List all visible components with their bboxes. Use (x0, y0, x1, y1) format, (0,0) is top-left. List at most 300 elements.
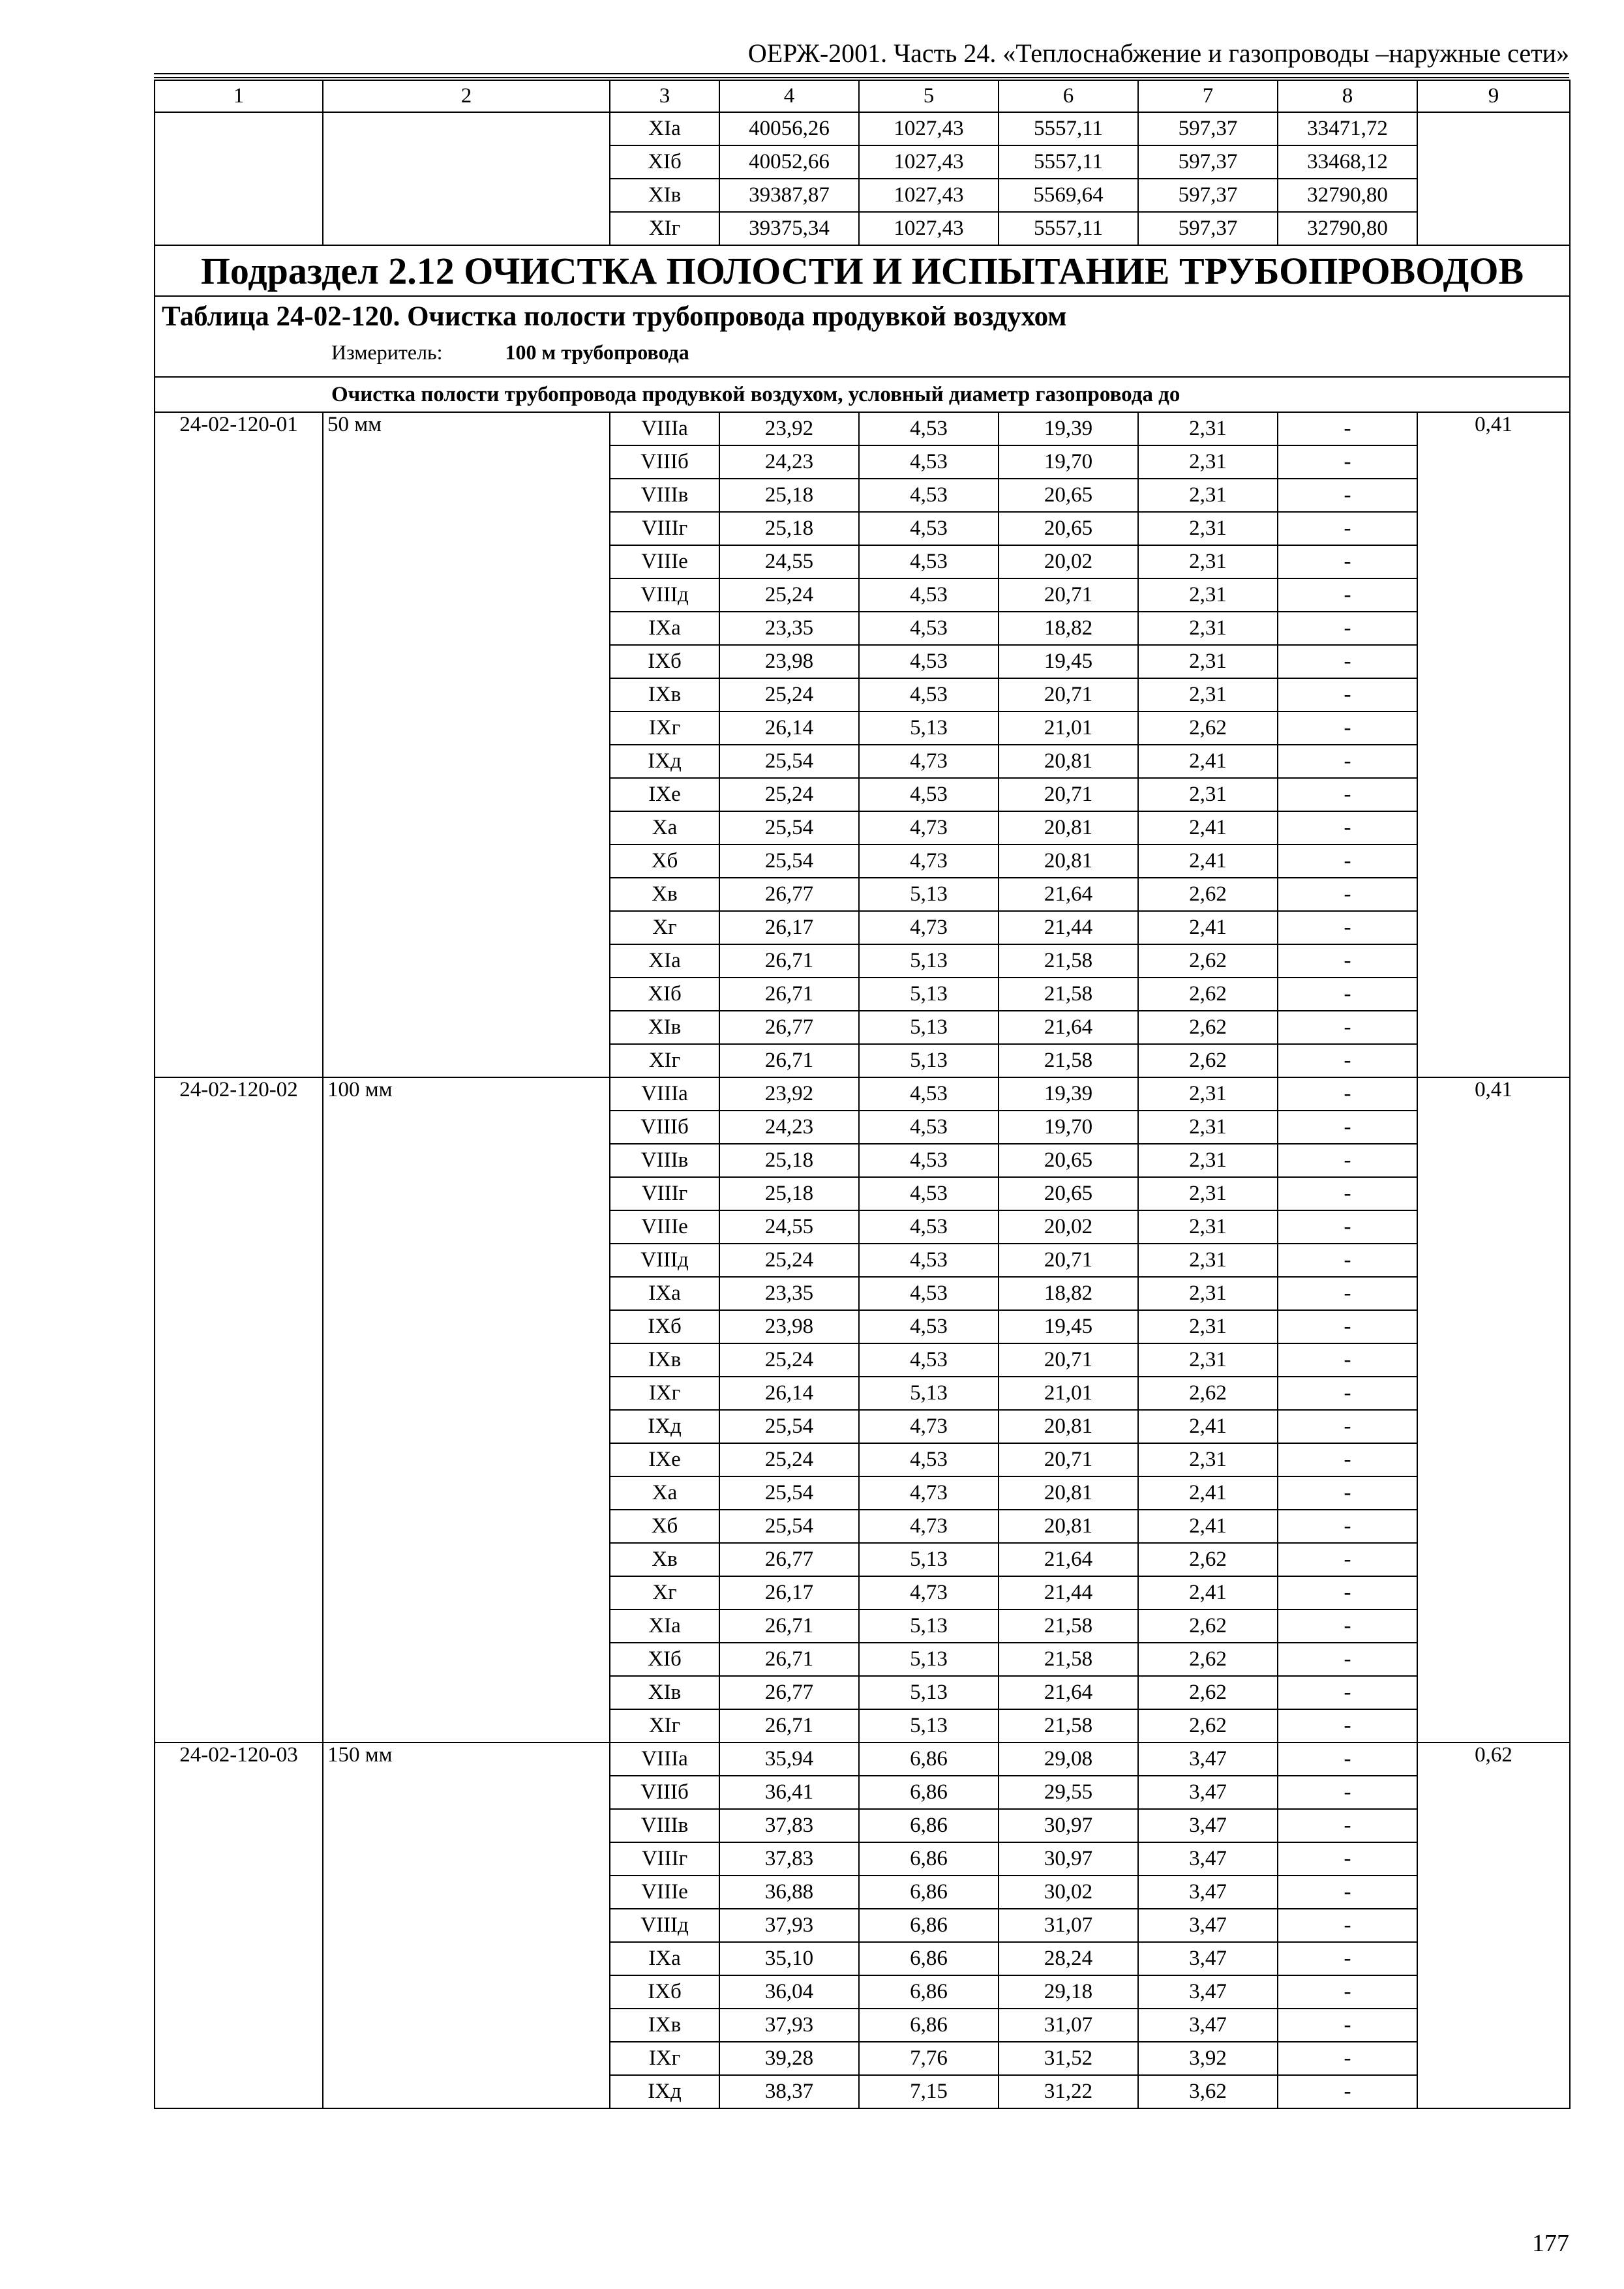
column-number: 3 (610, 80, 719, 112)
value-cell: - (1278, 1776, 1417, 1809)
value-cell: 26,17 (719, 1576, 859, 1609)
value-cell: 35,10 (719, 1942, 859, 1975)
value-cell: 5,13 (859, 1377, 999, 1410)
zone-cell: Xв (610, 878, 719, 911)
zone-cell: VIIIе (610, 1210, 719, 1244)
value-cell: 20,81 (999, 745, 1138, 778)
value-cell: - (1278, 1576, 1417, 1609)
value-cell: 2,41 (1138, 1410, 1278, 1443)
value-cell: 25,54 (719, 811, 859, 845)
value-cell: 5,13 (859, 878, 999, 911)
rate-code: 24-02-120-02 (155, 1077, 323, 1743)
value-cell: 25,18 (719, 479, 859, 512)
value-cell: - (1278, 1210, 1417, 1244)
value-cell: 5,13 (859, 711, 999, 745)
value-cell: 2,62 (1138, 1377, 1278, 1410)
value-cell: 4,73 (859, 811, 999, 845)
col9-value: 0,62 (1417, 1743, 1570, 2108)
zone-cell: XIа (610, 944, 719, 978)
value-cell: 35,94 (719, 1743, 859, 1776)
zone-cell: VIIIд (610, 1244, 719, 1277)
table-row (155, 112, 1570, 145)
value-cell: 21,64 (999, 1543, 1138, 1576)
value-cell: 2,31 (1138, 1443, 1278, 1476)
value-cell: 2,31 (1138, 479, 1278, 512)
value-cell: - (1278, 479, 1417, 512)
zone-cell: IXб (610, 1975, 719, 2009)
value-cell: - (1278, 778, 1417, 811)
value-cell: - (1278, 1942, 1417, 1975)
value-cell: 24,55 (719, 1210, 859, 1244)
value-cell: 26,17 (719, 911, 859, 944)
value-cell: 29,08 (999, 1743, 1138, 1776)
value-cell: - (1278, 1543, 1417, 1576)
value-cell: 4,53 (859, 1144, 999, 1177)
value-cell: 6,86 (859, 1842, 999, 1876)
header-rule-bottom (154, 77, 1569, 78)
value-cell: 1027,43 (859, 112, 999, 145)
value-cell: 21,64 (999, 1676, 1138, 1709)
value-cell: 2,31 (1138, 778, 1278, 811)
value-cell: - (1278, 1177, 1417, 1210)
value-cell: 33468,12 (1278, 145, 1417, 179)
value-cell: 4,53 (859, 512, 999, 545)
page-number: 177 (1532, 2230, 1569, 2257)
value-cell: 21,01 (999, 711, 1138, 745)
value-cell: 5557,11 (999, 112, 1138, 145)
zone-cell: IXд (610, 745, 719, 778)
value-cell: 2,62 (1138, 711, 1278, 745)
value-cell: 1027,43 (859, 212, 999, 245)
value-cell: 2,41 (1138, 1510, 1278, 1543)
value-cell: 4,53 (859, 445, 999, 479)
value-cell: 25,54 (719, 845, 859, 878)
value-cell: 21,58 (999, 1044, 1138, 1077)
value-cell: 21,58 (999, 1609, 1138, 1643)
zone-cell: Xб (610, 1510, 719, 1543)
zone-cell: IXе (610, 778, 719, 811)
value-cell: 4,73 (859, 745, 999, 778)
value-cell: 19,39 (999, 412, 1138, 445)
value-cell: 4,73 (859, 911, 999, 944)
value-cell: 3,47 (1138, 1743, 1278, 1776)
value-cell: 2,41 (1138, 845, 1278, 878)
value-cell: 36,04 (719, 1975, 859, 2009)
value-cell: 26,14 (719, 1377, 859, 1410)
value-cell: - (1278, 2009, 1417, 2042)
value-cell: 20,65 (999, 1177, 1138, 1210)
value-cell: 6,86 (859, 1743, 999, 1776)
value-cell: - (1278, 412, 1417, 445)
column-number-row (155, 80, 1570, 112)
value-cell: 3,62 (1138, 2075, 1278, 2108)
zone-cell: XIг (610, 1044, 719, 1077)
column-number: 6 (999, 80, 1138, 112)
value-cell: 4,53 (859, 1277, 999, 1310)
value-cell: 38,37 (719, 2075, 859, 2108)
value-cell: - (1278, 678, 1417, 711)
zone-cell: IXд (610, 2075, 719, 2108)
zone-cell: IXе (610, 1443, 719, 1476)
value-cell: - (1278, 1743, 1417, 1776)
value-cell: - (1278, 1975, 1417, 2009)
value-cell: 2,62 (1138, 1676, 1278, 1709)
zone-cell: IXв (610, 2009, 719, 2042)
value-cell: 2,31 (1138, 412, 1278, 445)
value-cell: 20,02 (999, 545, 1138, 578)
value-cell: 23,92 (719, 412, 859, 445)
col9-cell-empty (1417, 112, 1570, 245)
value-cell: 26,71 (719, 1709, 859, 1743)
value-cell: 597,37 (1138, 212, 1278, 245)
value-cell: - (1278, 1377, 1417, 1410)
zone-cell: XIг (610, 1709, 719, 1743)
value-cell: 3,47 (1138, 1975, 1278, 2009)
value-cell: 21,64 (999, 878, 1138, 911)
subsection-title: Подраздел 2.12 ОЧИСТКА ПОЛОСТИ И ИСПЫТАНИЕ ТРУБОПРОВОДОВ (155, 245, 1570, 296)
value-cell: - (1278, 1310, 1417, 1343)
value-cell: 18,82 (999, 612, 1138, 645)
value-cell: 2,62 (1138, 1609, 1278, 1643)
zone-cell: VIIIг (610, 512, 719, 545)
value-cell: 2,31 (1138, 645, 1278, 678)
zone-cell: XIб (610, 1643, 719, 1676)
value-cell: 19,39 (999, 1077, 1138, 1111)
value-cell: 3,47 (1138, 2009, 1278, 2042)
value-cell: 2,62 (1138, 978, 1278, 1011)
value-cell: 4,53 (859, 1177, 999, 1210)
value-cell: - (1278, 445, 1417, 479)
zone-cell: Xг (610, 1576, 719, 1609)
value-cell: 5,13 (859, 1011, 999, 1044)
value-cell: 6,86 (859, 1876, 999, 1909)
value-cell: XIв (610, 179, 719, 212)
value-cell: 6,86 (859, 1809, 999, 1842)
diameter: 100 мм (323, 1077, 610, 1743)
value-cell: 26,77 (719, 1543, 859, 1576)
value-cell: 597,37 (1138, 179, 1278, 212)
value-cell: 2,31 (1138, 1144, 1278, 1177)
value-cell: - (1278, 1709, 1417, 1743)
value-cell: - (1278, 1909, 1417, 1942)
value-cell: 37,83 (719, 1809, 859, 1842)
value-cell: 2,31 (1138, 445, 1278, 479)
value-cell: 4,53 (859, 578, 999, 612)
code-cell-empty (155, 112, 323, 245)
value-cell: 29,18 (999, 1975, 1138, 2009)
value-cell: 597,37 (1138, 145, 1278, 179)
value-cell: 23,35 (719, 612, 859, 645)
rates-table (154, 80, 1571, 2109)
zone-cell: IXд (610, 1410, 719, 1443)
value-cell: 19,45 (999, 645, 1138, 678)
value-cell: 21,58 (999, 1643, 1138, 1676)
value-cell: 5,13 (859, 978, 999, 1011)
value-cell: 2,31 (1138, 1310, 1278, 1343)
value-cell: 37,93 (719, 1909, 859, 1942)
value-cell: - (1278, 911, 1417, 944)
value-cell: 18,82 (999, 1277, 1138, 1310)
table-row (155, 1077, 1570, 1111)
value-cell: 6,86 (859, 1776, 999, 1809)
zone-cell: IXв (610, 1343, 719, 1377)
value-cell: 3,47 (1138, 1876, 1278, 1909)
value-cell: 4,53 (859, 612, 999, 645)
value-cell: 2,62 (1138, 1709, 1278, 1743)
value-cell: 20,81 (999, 811, 1138, 845)
value-cell: 5,13 (859, 1676, 999, 1709)
value-cell: 26,71 (719, 1643, 859, 1676)
value-cell: 3,47 (1138, 1809, 1278, 1842)
zone-cell: Xг (610, 911, 719, 944)
value-cell: 36,88 (719, 1876, 859, 1909)
value-cell: 23,98 (719, 1310, 859, 1343)
value-cell: 6,86 (859, 1975, 999, 2009)
col9-value: 0,41 (1417, 1077, 1570, 1743)
table-row (155, 1743, 1570, 1776)
value-cell: 20,81 (999, 1476, 1138, 1510)
value-cell: 21,44 (999, 911, 1138, 944)
value-cell: 25,54 (719, 1476, 859, 1510)
value-cell: - (1278, 578, 1417, 612)
value-cell: - (1278, 1476, 1417, 1510)
column-number: 2 (323, 80, 610, 112)
zone-cell: IXв (610, 678, 719, 711)
value-cell: 20,65 (999, 1144, 1138, 1177)
value-cell: 3,92 (1138, 2042, 1278, 2075)
value-cell: 25,54 (719, 1510, 859, 1543)
value-cell: 21,58 (999, 978, 1138, 1011)
value-cell: 31,07 (999, 1909, 1138, 1942)
value-cell: - (1278, 1443, 1417, 1476)
value-cell: 24,23 (719, 1111, 859, 1144)
zone-cell: Xб (610, 845, 719, 878)
value-cell: 2,62 (1138, 1643, 1278, 1676)
value-cell: 4,53 (859, 545, 999, 578)
value-cell: 32790,80 (1278, 179, 1417, 212)
zone-cell: IXг (610, 711, 719, 745)
value-cell: - (1278, 1410, 1417, 1443)
value-cell: 25,24 (719, 1443, 859, 1476)
value-cell: 1027,43 (859, 145, 999, 179)
value-cell: 2,31 (1138, 1244, 1278, 1277)
unit-value: 100 м трубопровода (505, 340, 689, 364)
value-cell: 31,22 (999, 2075, 1138, 2108)
value-cell: - (1278, 1144, 1417, 1177)
value-cell: 20,65 (999, 479, 1138, 512)
value-cell: - (1278, 944, 1417, 978)
value-cell: - (1278, 1643, 1417, 1676)
column-number: 4 (719, 80, 859, 112)
value-cell: 25,24 (719, 1343, 859, 1377)
value-cell: 20,02 (999, 1210, 1138, 1244)
value-cell: 20,81 (999, 845, 1138, 878)
value-cell: XIг (610, 212, 719, 245)
value-cell: 2,31 (1138, 678, 1278, 711)
value-cell: 2,31 (1138, 1277, 1278, 1310)
zone-cell: XIв (610, 1676, 719, 1709)
value-cell: 4,53 (859, 678, 999, 711)
value-cell: 2,41 (1138, 745, 1278, 778)
value-cell: 7,15 (859, 2075, 999, 2108)
value-cell: 25,24 (719, 1244, 859, 1277)
value-cell: - (1278, 811, 1417, 845)
value-cell: 36,41 (719, 1776, 859, 1809)
value-cell: 4,73 (859, 1576, 999, 1609)
value-cell: - (1278, 512, 1417, 545)
value-cell: 5,13 (859, 1044, 999, 1077)
col9-value: 0,41 (1417, 412, 1570, 1077)
value-cell: 21,44 (999, 1576, 1138, 1609)
value-cell: 4,53 (859, 1077, 999, 1111)
value-cell: - (1278, 1011, 1417, 1044)
value-cell: 37,83 (719, 1842, 859, 1876)
value-cell: - (1278, 612, 1417, 645)
value-cell: 21,58 (999, 944, 1138, 978)
value-cell: 2,31 (1138, 1177, 1278, 1210)
value-cell: 2,31 (1138, 612, 1278, 645)
value-cell: 24,55 (719, 545, 859, 578)
value-cell: 4,53 (859, 1111, 999, 1144)
diameter: 50 мм (323, 412, 610, 1077)
value-cell: 23,98 (719, 645, 859, 678)
value-cell: 5,13 (859, 1643, 999, 1676)
column-number: 1 (155, 80, 323, 112)
value-cell: 2,31 (1138, 1343, 1278, 1377)
value-cell: 4,53 (859, 479, 999, 512)
value-cell: 3,47 (1138, 1842, 1278, 1876)
value-cell: 4,53 (859, 1244, 999, 1277)
value-cell: 26,71 (719, 978, 859, 1011)
zone-cell: VIIIа (610, 1743, 719, 1776)
zone-cell: Xв (610, 1543, 719, 1576)
value-cell: - (1278, 1077, 1417, 1111)
value-cell: 4,73 (859, 845, 999, 878)
value-cell: - (1278, 1510, 1417, 1543)
zone-cell: VIIIг (610, 1177, 719, 1210)
value-cell: 3,47 (1138, 1942, 1278, 1975)
operation-title: Очистка полости трубопровода продувкой воздухом, условный диаметр газопровода до (155, 377, 1570, 412)
value-cell: 19,70 (999, 1111, 1138, 1144)
value-cell: 5,13 (859, 1709, 999, 1743)
value-cell: 2,41 (1138, 911, 1278, 944)
value-cell: 30,02 (999, 1876, 1138, 1909)
zone-cell: IXб (610, 645, 719, 678)
value-cell: 2,41 (1138, 1476, 1278, 1510)
value-cell: 40052,66 (719, 145, 859, 179)
zone-cell: VIIIв (610, 1144, 719, 1177)
value-cell: 28,24 (999, 1942, 1138, 1975)
name-cell-empty (323, 112, 610, 245)
value-cell: 20,71 (999, 578, 1138, 612)
value-cell: 5557,11 (999, 145, 1138, 179)
value-cell: 25,18 (719, 512, 859, 545)
value-cell: 4,53 (859, 645, 999, 678)
value-cell: 2,62 (1138, 1011, 1278, 1044)
value-cell: 2,62 (1138, 944, 1278, 978)
zone-cell: VIIIб (610, 1111, 719, 1144)
value-cell: 19,45 (999, 1310, 1138, 1343)
value-cell: - (1278, 1609, 1417, 1643)
value-cell: - (1278, 2075, 1417, 2108)
value-cell: 20,71 (999, 1244, 1138, 1277)
value-cell: - (1278, 2042, 1417, 2075)
value-cell: 26,14 (719, 711, 859, 745)
value-cell: 4,53 (859, 1443, 999, 1476)
value-cell: 6,86 (859, 1909, 999, 1942)
column-number: 9 (1417, 80, 1570, 112)
value-cell: 23,35 (719, 1277, 859, 1310)
value-cell: 4,53 (859, 1210, 999, 1244)
value-cell: 31,07 (999, 2009, 1138, 2042)
value-cell: 20,71 (999, 1443, 1138, 1476)
value-cell: 2,31 (1138, 1077, 1278, 1111)
value-cell: 6,86 (859, 1942, 999, 1975)
value-cell: 4,53 (859, 412, 999, 445)
zone-cell: VIIIв (610, 479, 719, 512)
value-cell: 19,70 (999, 445, 1138, 479)
rate-code: 24-02-120-03 (155, 1743, 323, 2108)
value-cell: - (1278, 1244, 1417, 1277)
value-cell: 4,53 (859, 1343, 999, 1377)
value-cell: 7,76 (859, 2042, 999, 2075)
value-cell: - (1278, 1111, 1417, 1144)
value-cell: 25,24 (719, 578, 859, 612)
value-cell: 20,81 (999, 1510, 1138, 1543)
zone-cell: VIIIд (610, 578, 719, 612)
zone-cell: IXа (610, 612, 719, 645)
value-cell: 31,52 (999, 2042, 1138, 2075)
value-cell: 2,31 (1138, 1210, 1278, 1244)
zone-cell: IXг (610, 1377, 719, 1410)
value-cell: 3,47 (1138, 1909, 1278, 1942)
value-cell: - (1278, 845, 1417, 878)
unit-label: Измеритель: (331, 340, 443, 364)
value-cell: 5557,11 (999, 212, 1138, 245)
value-cell: 2,62 (1138, 878, 1278, 911)
value-cell: 39,28 (719, 2042, 859, 2075)
value-cell: 24,23 (719, 445, 859, 479)
value-cell: - (1278, 1277, 1417, 1310)
value-cell: 21,64 (999, 1011, 1138, 1044)
value-cell: 5,13 (859, 1609, 999, 1643)
value-cell: - (1278, 545, 1417, 578)
value-cell: 33471,72 (1278, 112, 1417, 145)
diameter: 150 мм (323, 1743, 610, 2108)
value-cell: - (1278, 711, 1417, 745)
zone-cell: Xа (610, 811, 719, 845)
value-cell: 5,13 (859, 1543, 999, 1576)
table-title-block (155, 296, 1570, 377)
column-number: 7 (1138, 80, 1278, 112)
table-title: Таблица 24-02-120. Очистка полости трубопровода продувкой воздухом (162, 301, 1067, 332)
value-cell: 20,71 (999, 778, 1138, 811)
value-cell: 597,37 (1138, 112, 1278, 145)
value-cell: 25,24 (719, 678, 859, 711)
value-cell: 26,77 (719, 878, 859, 911)
value-cell: - (1278, 1876, 1417, 1909)
value-cell: 29,55 (999, 1776, 1138, 1809)
column-number: 5 (859, 80, 999, 112)
zone-cell: VIIIд (610, 1909, 719, 1942)
value-cell: - (1278, 1842, 1417, 1876)
value-cell: 25,24 (719, 778, 859, 811)
value-cell: 25,54 (719, 1410, 859, 1443)
value-cell: 37,93 (719, 2009, 859, 2042)
value-cell: 21,01 (999, 1377, 1138, 1410)
value-cell: 20,71 (999, 678, 1138, 711)
value-cell: 3,47 (1138, 1776, 1278, 1809)
